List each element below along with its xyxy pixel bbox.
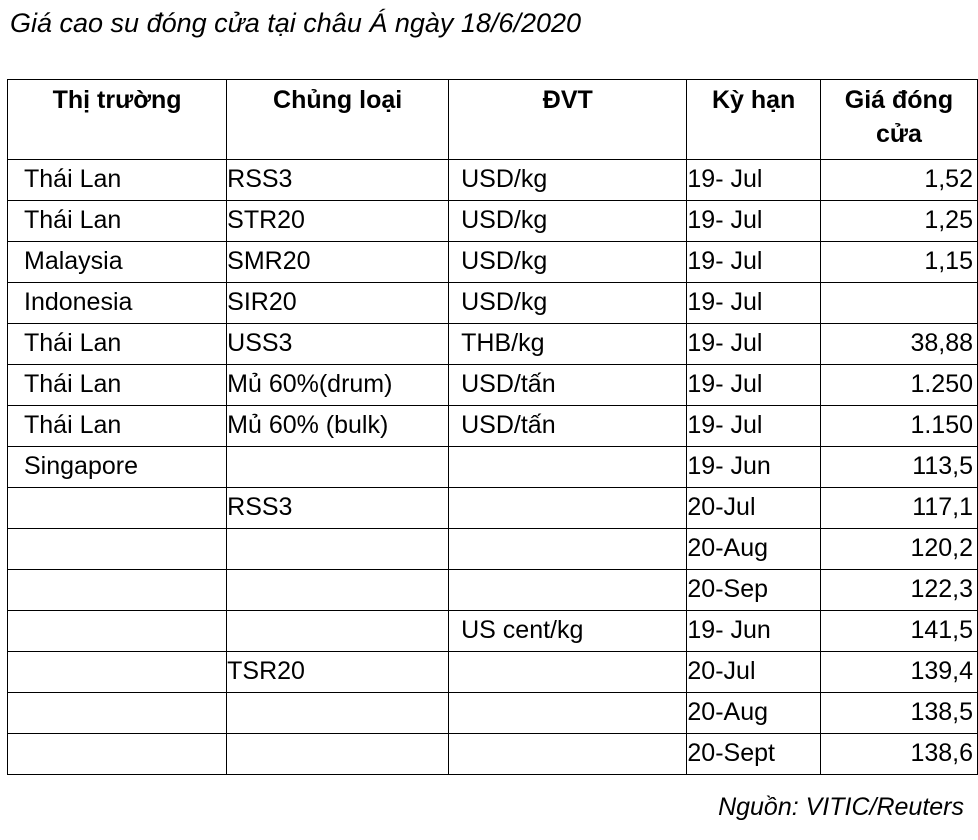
cell-unit: USD/kg (449, 201, 687, 242)
cell-unit: USD/kg (449, 160, 687, 201)
cell-unit (449, 447, 687, 488)
cell-type: RSS3 (227, 160, 449, 201)
cell-unit: US cent/kg (449, 611, 687, 652)
cell-market (8, 529, 227, 570)
table-body (8, 160, 978, 775)
cell-term: 19- Jul (687, 242, 820, 283)
table-row (8, 529, 978, 570)
cell-type (227, 529, 449, 570)
cell-type: USS3 (227, 324, 449, 365)
cell-market: Thái Lan (8, 365, 227, 406)
cell-unit (449, 693, 687, 734)
cell-type (227, 734, 449, 775)
cell-term: 19- Jul (687, 406, 820, 447)
cell-closing-price: 139,4 (820, 652, 977, 693)
cell-type (227, 611, 449, 652)
cell-market: Thái Lan (8, 324, 227, 365)
table-row (8, 693, 978, 734)
table-row (8, 324, 978, 365)
cell-market (8, 652, 227, 693)
cell-unit (449, 488, 687, 529)
header-type: Chủng loại (227, 80, 449, 160)
cell-type: TSR20 (227, 652, 449, 693)
header-unit: ĐVT (449, 80, 687, 160)
header-closing-price: Giá đóng cửa (820, 80, 977, 160)
cell-term: 19- Jul (687, 160, 820, 201)
cell-term: 20-Jul (687, 488, 820, 529)
table-row (8, 734, 978, 775)
cell-term: 19- Jul (687, 365, 820, 406)
cell-unit (449, 734, 687, 775)
cell-unit: USD/tấn (449, 406, 687, 447)
cell-term: 20-Aug (687, 529, 820, 570)
table-row (8, 611, 978, 652)
cell-market (8, 693, 227, 734)
cell-closing-price: 138,6 (820, 734, 977, 775)
cell-term: 20-Sept (687, 734, 820, 775)
cell-type: Mủ 60%(drum) (227, 365, 449, 406)
cell-closing-price (820, 283, 977, 324)
cell-market (8, 611, 227, 652)
cell-type: SMR20 (227, 242, 449, 283)
rubber-price-table (7, 79, 978, 775)
cell-market (8, 570, 227, 611)
table-row (8, 570, 978, 611)
cell-market: Malaysia (8, 242, 227, 283)
cell-unit (449, 529, 687, 570)
cell-closing-price: 122,3 (820, 570, 977, 611)
cell-type: RSS3 (227, 488, 449, 529)
cell-term: 20-Sep (687, 570, 820, 611)
cell-unit: USD/tấn (449, 365, 687, 406)
cell-closing-price: 1,15 (820, 242, 977, 283)
cell-unit: USD/kg (449, 242, 687, 283)
cell-market: Thái Lan (8, 201, 227, 242)
table-row (8, 201, 978, 242)
cell-term: 19- Jul (687, 201, 820, 242)
cell-closing-price: 1.250 (820, 365, 977, 406)
cell-closing-price: 1,52 (820, 160, 977, 201)
cell-market: Thái Lan (8, 160, 227, 201)
cell-term: 20-Aug (687, 693, 820, 734)
cell-closing-price: 120,2 (820, 529, 977, 570)
cell-market: Thái Lan (8, 406, 227, 447)
cell-closing-price: 138,5 (820, 693, 977, 734)
cell-unit: THB/kg (449, 324, 687, 365)
table-row (8, 652, 978, 693)
cell-term: 20-Jul (687, 652, 820, 693)
cell-closing-price: 38,88 (820, 324, 977, 365)
cell-market: Indonesia (8, 283, 227, 324)
table-row (8, 365, 978, 406)
table-row (8, 160, 978, 201)
cell-type: Mủ 60% (bulk) (227, 406, 449, 447)
cell-unit (449, 652, 687, 693)
header-term: Kỳ hạn (687, 80, 820, 160)
table-header-row (8, 80, 978, 160)
page-title: Giá cao su đóng cửa tại châu Á ngày 18/6/2020 (10, 8, 582, 38)
cell-term: 19- Jul (687, 283, 820, 324)
cell-type: STR20 (227, 201, 449, 242)
table-row (8, 283, 978, 324)
table-row (8, 406, 978, 447)
cell-closing-price: 141,5 (820, 611, 977, 652)
cell-type (227, 693, 449, 734)
cell-closing-price: 1,25 (820, 201, 977, 242)
cell-closing-price: 117,1 (820, 488, 977, 529)
cell-term: 19- Jul (687, 324, 820, 365)
table-row (8, 447, 978, 488)
cell-term: 19- Jun (687, 447, 820, 488)
cell-market (8, 734, 227, 775)
cell-unit (449, 570, 687, 611)
cell-closing-price: 1.150 (820, 406, 977, 447)
cell-market: Singapore (8, 447, 227, 488)
table-row (8, 242, 978, 283)
table-row (8, 488, 978, 529)
cell-unit: USD/kg (449, 283, 687, 324)
source-note: Nguồn: VITIC/Reuters (718, 793, 964, 821)
cell-market (8, 488, 227, 529)
header-market: Thị trường (8, 80, 227, 160)
cell-closing-price: 113,5 (820, 447, 977, 488)
cell-term: 19- Jun (687, 611, 820, 652)
cell-type: SIR20 (227, 283, 449, 324)
cell-type (227, 570, 449, 611)
cell-type (227, 447, 449, 488)
